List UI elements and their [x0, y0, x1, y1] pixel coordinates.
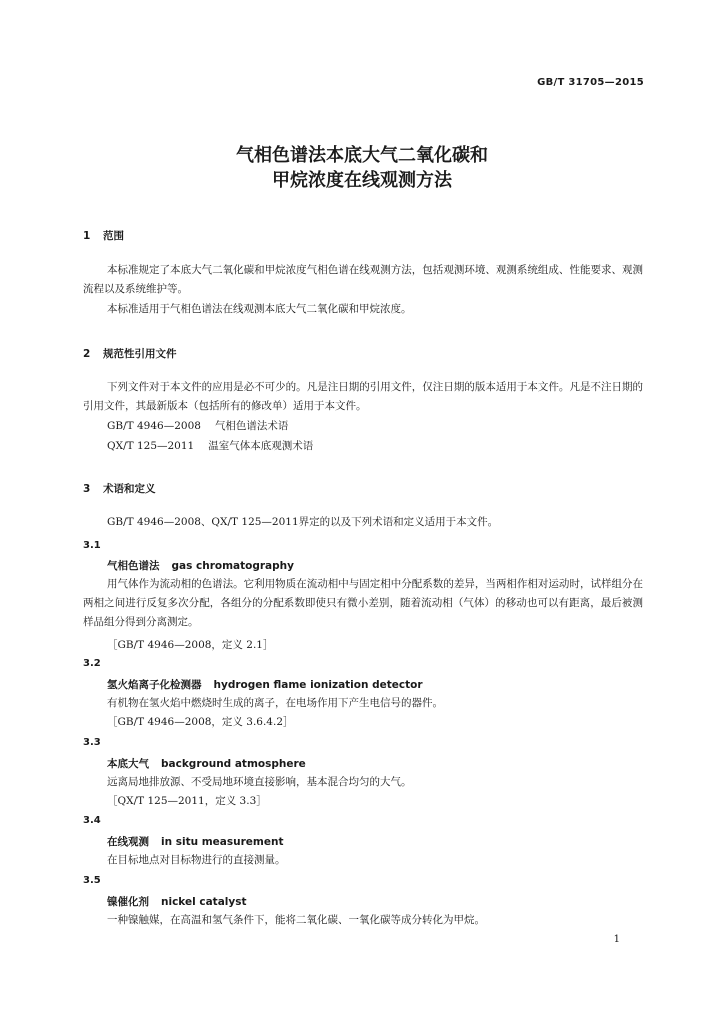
term-english: hydrogen flame ionization detector	[213, 679, 423, 691]
section-number: 2	[83, 348, 91, 360]
reference-title: 温室气体本底观测术语	[208, 440, 314, 452]
section-3-heading	[83, 481, 156, 496]
term-chinese: 镍催化剂	[107, 896, 149, 908]
normative-reference	[107, 437, 313, 456]
term-definition: 有机物在氢火焰中燃烧时生成的离子，在电场作用下产生电信号的器件。	[107, 697, 443, 709]
section-1-paragraph-2: 本标准适用于气相色谱法在线观测本底大气二氧化碳和甲烷浓度。	[107, 303, 412, 315]
term-heading	[107, 677, 423, 692]
term-heading	[107, 834, 283, 849]
section-number: 3	[83, 483, 91, 495]
term-number: 3.4	[83, 815, 101, 826]
term-heading	[107, 894, 247, 909]
section-title: 范围	[103, 230, 124, 242]
term-chinese: 在线观测	[107, 836, 149, 848]
section-1-paragraph-1: 本标准规定了本底大气二氧化碳和甲烷浓度气相色谱在线观测方法，包括观测环境、观测系统组成、性能要求、观测流程以及系统维护等。	[83, 264, 643, 295]
term-number: 3.3	[83, 737, 101, 748]
title-line-2: 甲烷浓度在线观测方法	[272, 170, 452, 191]
term-definition: 用气体作为流动相的色谱法。它利用物质在流动相中与固定相中分配系数的差异，当两相作相对运动时，试样组分在两相之间进行反复多次分配，各组分的分配系数即使只有微小差别，随着流动相（气体）的移动也可以有距离，最后被测样品组分得到分离测定。	[83, 578, 643, 628]
term-chinese: 本底大气	[107, 758, 149, 770]
term-chinese: 气相色谱法	[107, 560, 160, 572]
term-english: in situ measurement	[161, 836, 284, 848]
section-title: 规范性引用文件	[103, 348, 177, 360]
term-source: ［GB/T 4946—2008，定义 2.1］	[107, 639, 274, 651]
term-english: background atmosphere	[161, 758, 306, 770]
term-definition: 远离局地排放源、不受局地环境直接影响，基本混合均匀的大气。	[107, 776, 412, 788]
term-number: 3.5	[83, 875, 101, 886]
title-line-1: 气相色谱法本底大气二氧化碳和	[236, 145, 488, 166]
standard-number: GB/T 31705—2015	[537, 77, 644, 88]
document-title	[0, 143, 724, 193]
section-2-heading	[83, 346, 177, 361]
term-source: ［QX/T 125—2011，定义 3.3］	[107, 795, 267, 807]
term-definition: 一种镍触媒，在高温和氢气条件下，能将二氧化碳、一氧化碳等成分转化为甲烷。	[107, 914, 485, 926]
page-number: 1	[613, 934, 620, 945]
term-heading	[107, 756, 306, 771]
reference-code: GB/T 4946—2008	[107, 420, 201, 432]
section-3-intro: GB/T 4946—2008、QX/T 125—2011界定的以及下列术语和定义适用于本文件。	[107, 516, 499, 528]
term-source: ［GB/T 4946—2008，定义 3.6.4.2］	[107, 716, 294, 728]
term-heading	[107, 558, 294, 573]
term-english: gas chromatography	[171, 560, 294, 572]
term-english: nickel catalyst	[161, 896, 247, 908]
section-title: 术语和定义	[103, 483, 156, 495]
section-2-paragraph-1: 下列文件对于本文件的应用是必不可少的。凡是注日期的引用文件，仅注日期的版本适用于本文件。凡是不注日期的引用文件，其最新版本（包括所有的修改单）适用于本文件。	[83, 381, 643, 412]
term-number: 3.2	[83, 658, 101, 669]
section-number: 1	[83, 230, 91, 242]
term-chinese: 氢火焰离子化检测器	[107, 679, 202, 691]
reference-title: 气相色谱法术语	[214, 420, 289, 432]
normative-reference	[107, 417, 288, 436]
term-definition: 在目标地点对目标物进行的直接测量。	[107, 854, 286, 866]
section-1-heading	[83, 228, 124, 243]
term-number: 3.1	[83, 540, 101, 551]
reference-code: QX/T 125—2011	[107, 440, 195, 452]
